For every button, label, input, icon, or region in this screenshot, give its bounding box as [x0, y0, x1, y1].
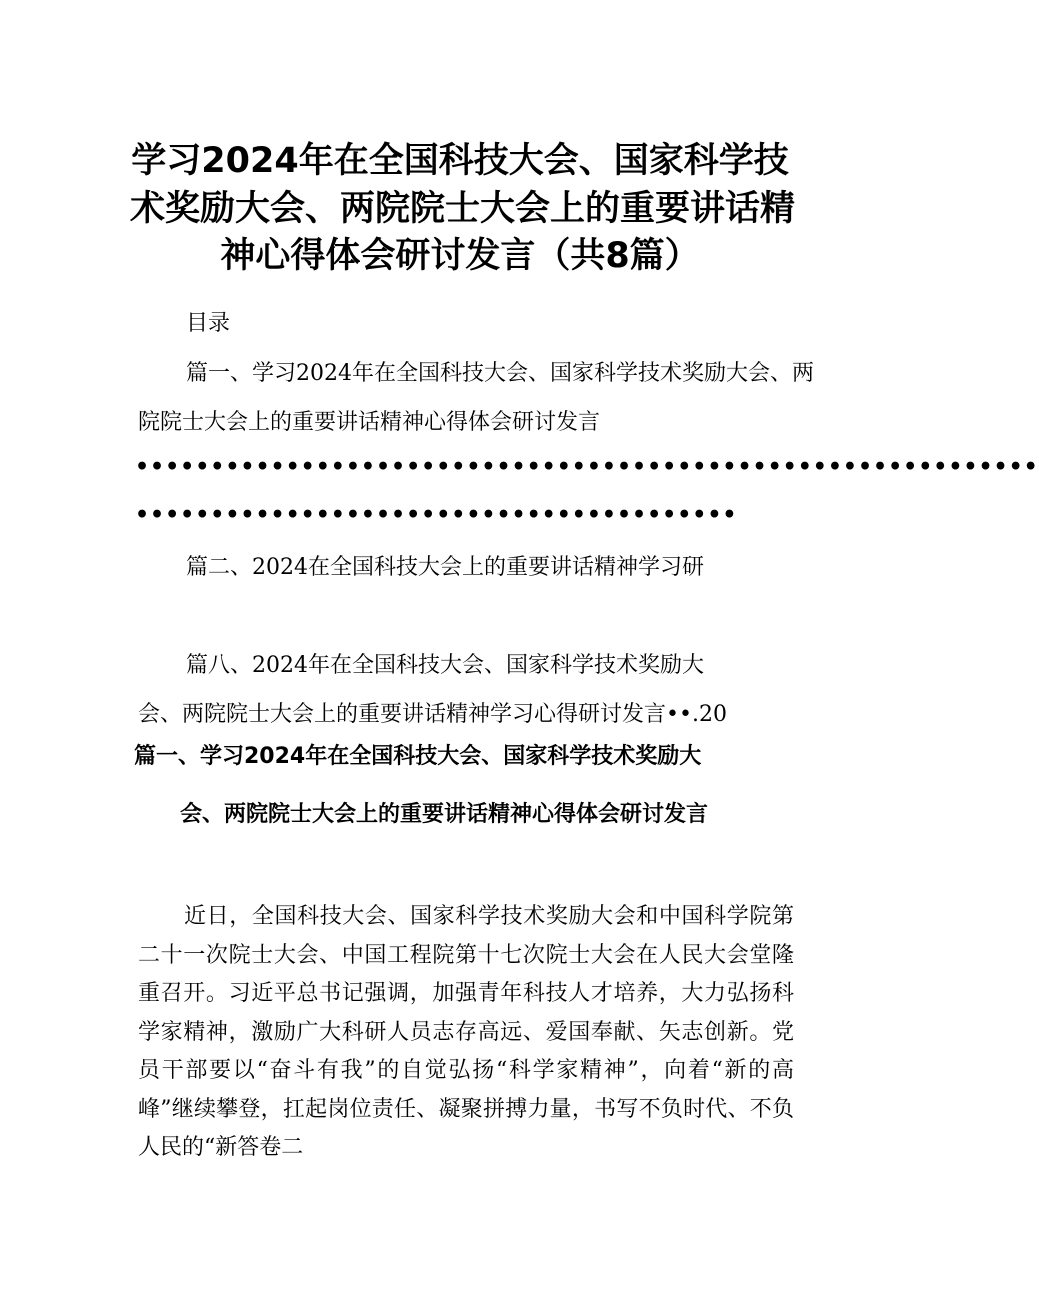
toc-item-1-line-2[interactable]: 院院士大会上的重要讲话精神心得体会研讨发言 — [138, 410, 601, 435]
body-paragraph: 近日，全国科技大会、国家科学技术奖励大会和中国科学院第二十一次院士大会、中国工程院第十七次院士大会在人民大会堂隆重召开。习近平总书记强调，加强青年科技人才培养，大力弘扬科学家精神，激励广大科研人员志存高远、爱国奉献、矢志创新。党员干部要以“奋斗有我”的自觉弘扬“科学家精神”，向着“新的高峰”继续攀登，扛起岗位责任、凝聚拼搏力量，书写不负时代、不负人民的“新答卷二 — [138, 904, 794, 1160]
toc-item-8-line-2[interactable]: 会、两院院士大会上的重要讲话精神学习心得研讨发言••.20 — [138, 702, 727, 727]
body-text — [138, 898, 794, 1168]
toc-leader-dots-2: •••••••••••••••••••••••••••••••••••••••• — [135, 502, 738, 528]
toc-item-2[interactable]: 篇二、2024在全国科技大会上的重要讲话精神学习研 — [186, 555, 704, 580]
toc-item-8-line-1[interactable]: 篇八、2024年在全国科技大会、国家科学技术奖励大 — [186, 653, 704, 678]
document-title-line-1: 学习2024年在全国科技大会、国家科学技 — [131, 141, 789, 181]
section-heading-line-2: 会、两院院士大会上的重要讲话精神心得体会研讨发言 — [180, 802, 709, 827]
toc-item-1-line-1[interactable]: 篇一、学习2024年在全国科技大会、国家科学技术奖励大会、两 — [186, 361, 814, 386]
section-heading-line-1: 篇一、学习2024年在全国科技大会、国家科学技术奖励大 — [134, 744, 702, 769]
toc-label: 目录 — [186, 311, 231, 336]
toc-leader-dots-1: •••••••••••••••••••••••••••••••••••••••••••••••••••••••••••• — [135, 454, 1039, 480]
document-title-line-3: 神心得体会研讨发言（共8篇） — [220, 236, 700, 276]
document-title-line-2: 术奖励大会、两院院士大会上的重要讲话精 — [130, 189, 796, 229]
